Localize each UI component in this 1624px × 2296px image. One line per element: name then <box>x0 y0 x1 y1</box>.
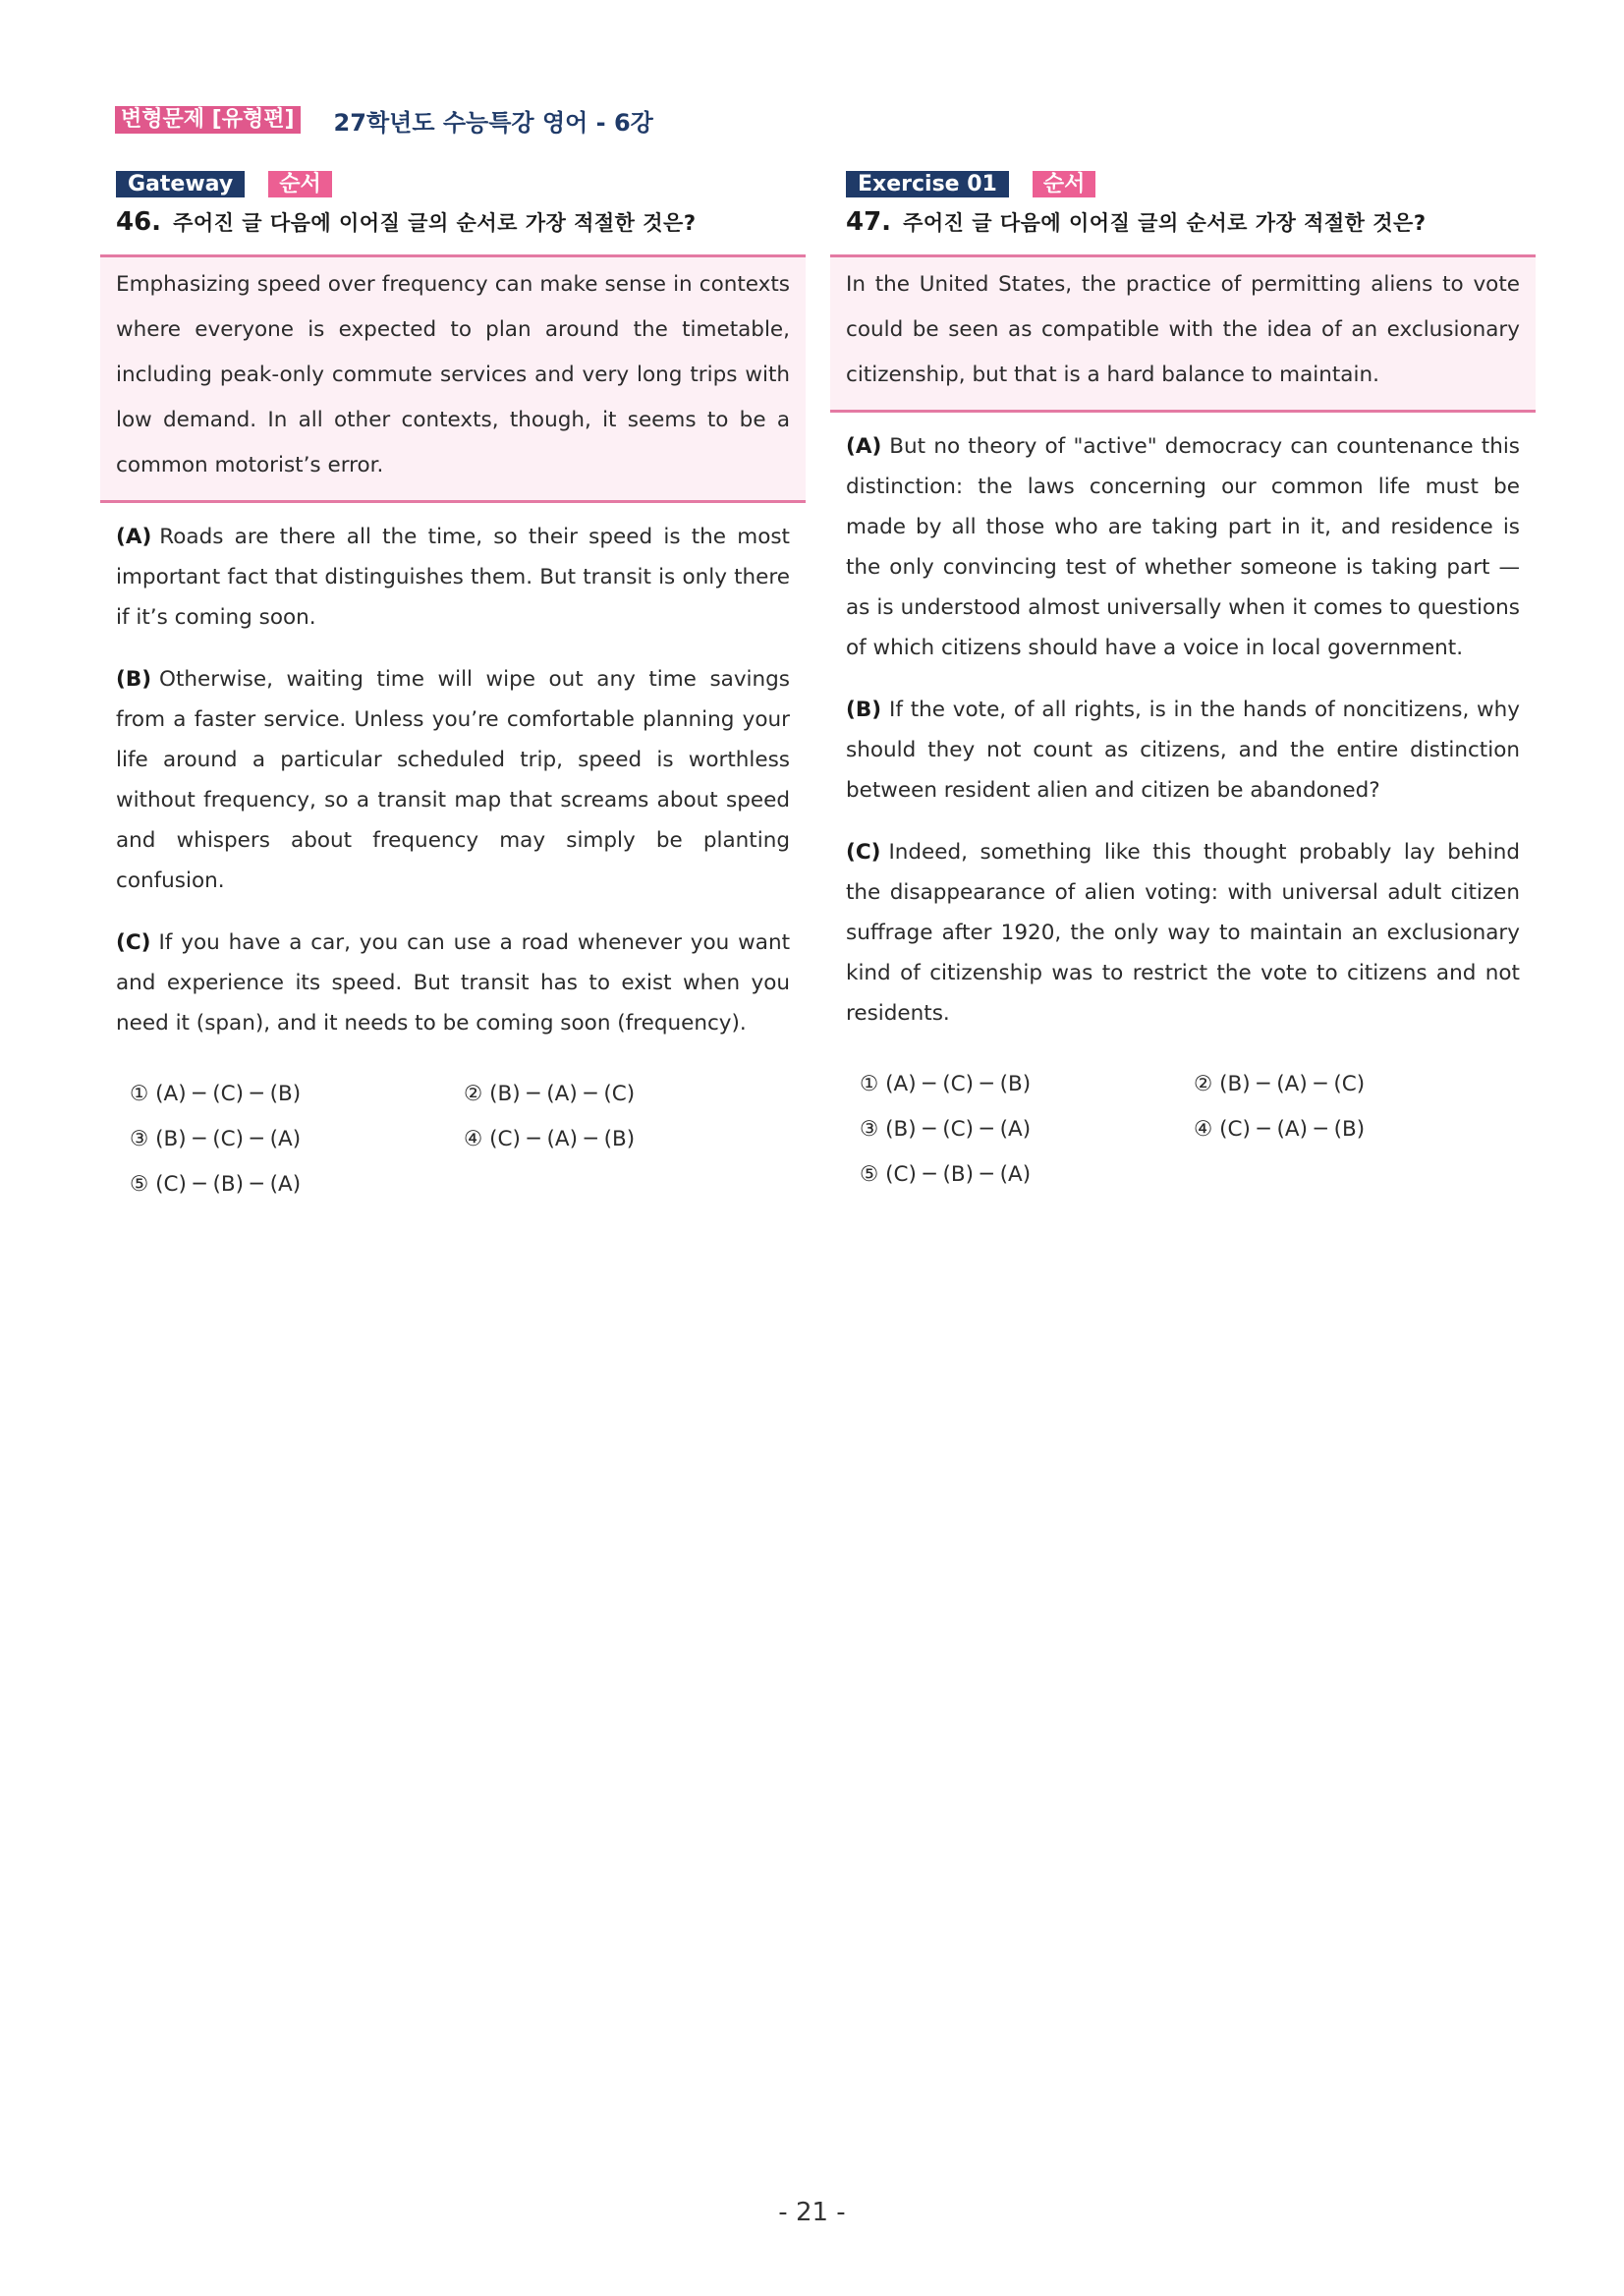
choice-3[interactable]: ③ (B) ─ (C) ─ (A) <box>130 1127 302 1151</box>
choice-4[interactable]: ④ (C) ─ (A) ─ (B) <box>1194 1117 1366 1142</box>
paragraph-text: Otherwise, waiting time will wipe out any time savings from a faster service. Unless you’re comfortable planning your life around a particular scheduled trip, speed is worthless without frequency, so a transit map that screams about speed and whispers about frequency may simply be planting confusion. <box>116 667 790 893</box>
gateway-tag: Gateway <box>116 171 245 197</box>
paragraph-b <box>830 690 1536 811</box>
choice-1[interactable]: ① (A) ─ (C) ─ (B) <box>130 1082 302 1106</box>
section-badge: 변형문제 [유형편] <box>115 106 301 134</box>
paragraph-label: (C) <box>846 840 881 865</box>
exercise-tag: Exercise 01 <box>846 171 1009 197</box>
paragraph-text: If the vote, of all rights, is in the hands of noncitizens, why should they not count as citizens, and the entire distinction between resident alien and citizen be abandoned? <box>846 698 1520 803</box>
page-number: - 21 - <box>778 2198 846 2227</box>
paragraph-text: But no theory of "active" democracy can countenance this distinction: the laws concerning our common life must be made by all those who are taking part in it, and residence is the only convincing test of whether someone is taking part — as is understood almost universally when it comes to questions of which citizens should have a voice in local government. <box>846 434 1520 660</box>
question-number: 46. <box>116 207 162 237</box>
question-number: 47. <box>846 207 892 237</box>
paragraph-label: (B) <box>116 667 152 692</box>
question-47 <box>830 169 1536 1191</box>
choice-1[interactable]: ① (A) ─ (C) ─ (B) <box>860 1072 1032 1096</box>
choice-2[interactable]: ② (B) ─ (A) ─ (C) <box>1194 1072 1366 1096</box>
paragraph-label: (A) <box>846 434 882 459</box>
answer-choices <box>100 1079 806 1201</box>
given-passage-text: In the United States, the practice of permitting aliens to vote could be seen as compatible with the idea of an exclusionary citizenship, but that is a hard balance to maintain. <box>846 272 1520 387</box>
paragraph-text: Roads are there all the time, so their speed is the most important fact that distinguishes them. But transit is only there if it’s coming soon. <box>116 525 790 630</box>
paragraph-text: Indeed, something like this thought probably lay behind the disappearance of alien voting: with universal adult citizen suffrage after 1920, the only way to maintain an exclusionary kind of citizenship was to restrict the vote to citizens and not residents. <box>846 840 1520 1026</box>
paragraph-label: (A) <box>116 525 152 549</box>
given-passage <box>830 254 1536 413</box>
question-line <box>830 207 1536 243</box>
question-prompt: 주어진 글 다음에 이어질 글의 순서로 가장 적절한 것은? <box>903 211 1427 235</box>
type-tag: 순서 <box>1033 171 1096 197</box>
paragraph-b <box>100 659 806 901</box>
paragraph-label: (B) <box>846 698 882 722</box>
question-tags <box>100 169 806 198</box>
given-passage-text: Emphasizing speed over frequency can make sense in contexts where everyone is expected to plan around the timetable, including peak-only commute services and very long trips with low demand. In all other contexts, though, it seems to be a common motorist’s error. <box>116 272 790 477</box>
lesson-title: 27학년도 수능특강 영어 - 6강 <box>333 108 653 137</box>
paragraph-label: (C) <box>116 930 151 955</box>
question-tags <box>830 169 1536 198</box>
page-header <box>115 105 653 135</box>
paragraph-a <box>100 517 806 638</box>
choice-5[interactable]: ⑤ (C) ─ (B) ─ (A) <box>860 1162 1032 1187</box>
choice-2[interactable]: ② (B) ─ (A) ─ (C) <box>464 1082 636 1106</box>
question-line <box>100 207 806 243</box>
paragraph-c <box>100 923 806 1043</box>
type-tag: 순서 <box>268 171 332 197</box>
choice-3[interactable]: ③ (B) ─ (C) ─ (A) <box>860 1117 1032 1142</box>
given-passage <box>100 254 806 503</box>
paragraph-c <box>830 832 1536 1034</box>
paragraph-a <box>830 426 1536 668</box>
question-prompt: 주어진 글 다음에 이어질 글의 순서로 가장 적절한 것은? <box>173 211 697 235</box>
answer-choices <box>830 1069 1536 1191</box>
choice-4[interactable]: ④ (C) ─ (A) ─ (B) <box>464 1127 636 1151</box>
question-46 <box>100 169 806 1201</box>
choice-5[interactable]: ⑤ (C) ─ (B) ─ (A) <box>130 1172 302 1197</box>
paragraph-text: If you have a car, you can use a road whenever you want and experience its speed. But transit has to exist when you need it (span), and it needs to be coming soon (frequency). <box>116 930 790 1036</box>
